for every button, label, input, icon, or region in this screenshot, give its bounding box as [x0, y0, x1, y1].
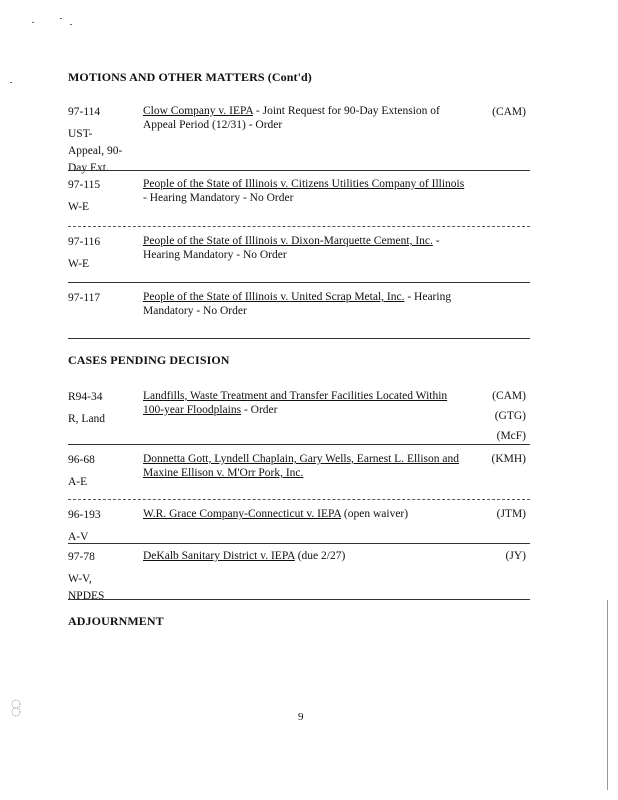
pending-row-96-193	[68, 507, 530, 543]
motion-row-97-117	[68, 290, 530, 330]
case-type: W-V, NPDES	[68, 573, 105, 602]
case-caption: W.R. Grace Company-Connecticut v. IEPA	[143, 508, 342, 520]
motion-row-97-115	[68, 177, 530, 221]
case-initials	[492, 386, 526, 446]
case-action: (open waiver)	[341, 508, 409, 520]
section-title-adjournment: ADJOURNMENT	[68, 614, 164, 628]
case-action: - Hearing Mandatory - No Order	[143, 291, 452, 317]
case-caption: People of the State of Illinois v. United Scrap Metal, Inc.	[143, 291, 405, 303]
row-divider	[68, 282, 530, 283]
case-initials: (KMH)	[491, 453, 526, 465]
case-number: 96-68	[68, 454, 95, 466]
case-description	[143, 452, 468, 480]
case-action: - Joint Request for 90-Day Extension of Appeal Period (12/31) - Order	[143, 105, 440, 131]
case-type: R, Land	[68, 413, 106, 425]
case-initials: (CAM)	[492, 106, 526, 118]
case-caption: People of the State of Illinois v. Dixon-Marquette Cement, Inc.	[143, 235, 433, 247]
member-initials: (GTG)	[494, 410, 526, 422]
row-divider	[68, 599, 530, 600]
row-divider	[68, 444, 530, 445]
pending-row-r94-34	[68, 389, 530, 444]
case-number: R94-34	[68, 391, 103, 403]
case-description	[143, 290, 468, 318]
pending-row-97-78	[68, 549, 530, 602]
case-description	[143, 549, 468, 563]
member-initials: (CAM)	[492, 390, 526, 402]
case-initials: (JTM)	[496, 508, 526, 520]
section-title-pending: CASES PENDING DECISION	[68, 353, 230, 367]
case-action: - Hearing Mandatory - No Order	[143, 192, 294, 204]
case-type: A-V	[68, 531, 89, 543]
case-caption: Landfills, Waste Treatment and Transfer Facilities Located Within 100-year Floodplains	[143, 390, 448, 416]
case-action: (due 2/27)	[294, 550, 346, 562]
case-description	[143, 177, 468, 205]
case-code	[68, 104, 138, 177]
row-divider	[68, 170, 530, 171]
scan-speck	[10, 82, 12, 83]
case-code	[68, 549, 138, 605]
page-edge-mark	[607, 600, 608, 790]
case-type: W-E	[68, 258, 90, 270]
row-divider	[68, 543, 530, 544]
case-type: A-E	[68, 476, 88, 488]
row-divider	[68, 226, 530, 227]
page-number: 9	[298, 711, 304, 723]
case-caption: People of the State of Illinois v. Citizens Utilities Company of Illinois	[143, 178, 465, 190]
case-number: 97-117	[68, 292, 101, 304]
case-initials: (JY)	[505, 550, 526, 562]
case-code	[68, 507, 138, 546]
case-caption: Donnetta Gott, Lyndell Chaplain, Gary Wells, Earnest L. Ellison and Maxine Ellison v. M'Orr Pork, Inc.	[143, 453, 460, 479]
case-caption: DeKalb Sanitary District v. IEPA	[143, 550, 295, 562]
scan-speck	[70, 24, 72, 25]
section-title-motions: MOTIONS AND OTHER MATTERS (Cont'd)	[68, 70, 312, 84]
case-caption: Clow Company v. IEPA	[143, 105, 254, 117]
case-description	[143, 104, 468, 132]
case-type: UST-Appeal, 90-Day Ext.	[68, 128, 123, 174]
motion-row-97-116	[68, 234, 530, 274]
case-code	[68, 290, 138, 307]
case-number: 97-78	[68, 551, 95, 563]
scan-speck	[60, 18, 62, 19]
case-description	[143, 234, 468, 262]
case-number: 97-115	[68, 179, 101, 191]
case-code	[68, 389, 138, 428]
case-code	[68, 234, 138, 273]
case-number: 96-193	[68, 509, 101, 521]
case-action: - Hearing Mandatory - No Order	[143, 235, 440, 261]
case-action: - Order	[241, 404, 278, 416]
case-number: 97-116	[68, 236, 101, 248]
case-type: W-E	[68, 201, 90, 213]
member-initials: (McF)	[496, 430, 526, 442]
case-description	[143, 389, 468, 417]
case-code	[68, 452, 138, 491]
case-description	[143, 507, 468, 521]
scan-artifact-icon	[8, 698, 24, 718]
case-code	[68, 177, 138, 216]
row-divider	[68, 338, 530, 339]
case-number: 97-114	[68, 106, 101, 118]
scan-speck	[32, 22, 34, 23]
pending-row-96-68	[68, 452, 530, 492]
motion-row-97-114	[68, 104, 530, 174]
row-divider	[68, 499, 530, 500]
